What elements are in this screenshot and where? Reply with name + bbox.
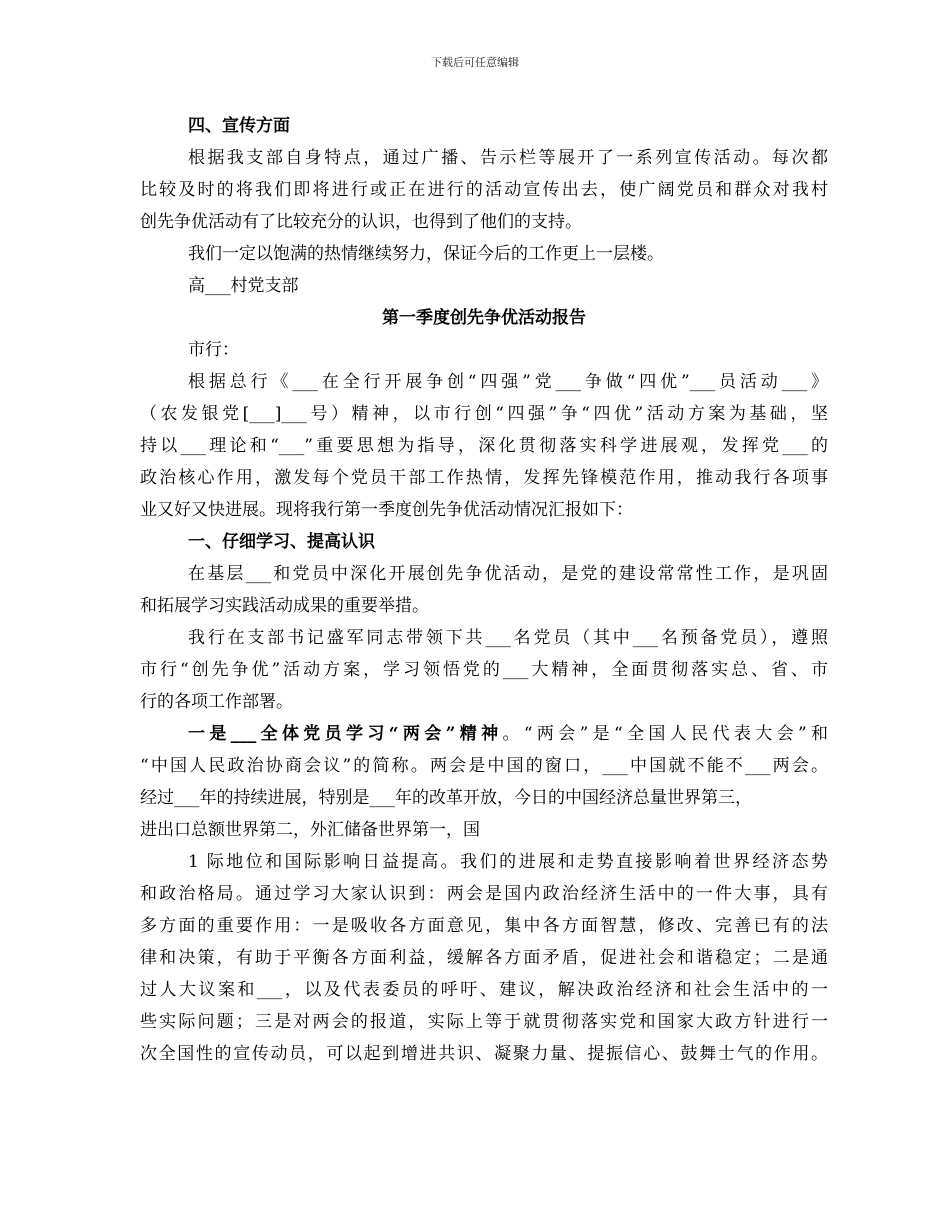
text-line: 我们一定以饱满的热情继续努力，保证今后的工作更上一层楼。 <box>188 244 664 264</box>
text-line: 一、仔细学习、提高认识 <box>188 532 375 552</box>
bold-lead: 一是___全体党员学习“两会”精神 <box>188 724 503 744</box>
text-line: 市行： <box>188 340 239 360</box>
text-line: 进出口总额世界第二，外汇储备世界第一，国 <box>140 820 480 840</box>
text-line: 多方面的重要作用：一是吸收各方面意见，集中各方面智慧，修改、完善已有的法 <box>140 916 828 936</box>
text-line: 创先争优活动有了比较充分的认识，也得到了他们的支持。 <box>140 212 582 232</box>
text-line: 高___村党支部 <box>188 276 299 296</box>
text-line: 根据总行《___在全行开展争创“四强”党___争做“四优”___员活动___》 <box>188 372 828 392</box>
line-text: 。“两会”是“全国人民代表大会”和 <box>502 724 828 744</box>
text-line: 律和决策，有助于平衡各方面利益，缓解各方面矛盾，促进社会和谐稳定；二是通 <box>140 948 828 968</box>
text-line: 过人大议案和___，以及代表委员的呼吁、建议，解决政治经济和社会生活中的一 <box>140 980 828 1000</box>
text-line: 和政治格局。通过学习大家认识到：两会是国内政治经济生活中的一件大事，具有 <box>140 884 828 904</box>
text-line: 持以___理论和“___”重要思想为指导，深化贯彻落实科学进展观，发挥党___的 <box>140 436 828 456</box>
text-line: 次全国性的宣传动员，可以起到增进共识、凝聚力量、提振信心、鼓舞士气的作用。 <box>140 1044 828 1064</box>
text-line: 第一季度创先争优活动报告 <box>382 308 586 328</box>
text-line: 我行在支部书记盛军同志带领下共___名党员（其中___名预备党员），遵照 <box>188 628 828 648</box>
text-line: 市行“创先争优”活动方案，学习领悟党的___大精神，全面贯彻落实总、省、市 <box>140 660 828 680</box>
page-header: 下载后可任意编辑 <box>431 56 519 69</box>
text-line <box>140 718 828 750</box>
text-line: 根据我支部自身特点，通过广播、告示栏等展开了一系列宣传活动。每次都 <box>188 148 828 168</box>
text-line: 和拓展学习实践活动成果的重要举措。 <box>140 596 429 616</box>
document-body <box>140 110 828 1070</box>
text-line: 经过___年的持续进展，特别是___年的改革开放，今日的中国经济总量世界第三， <box>140 788 752 808</box>
text-line: （农发银党[___]___号）精神，以市行创“四强”争“四优”活动方案为基础，坚 <box>140 404 828 424</box>
text-line: 在基层___和党员中深化开展创先争优活动，是党的建设常常性工作，是巩固 <box>188 564 828 584</box>
text-line: 政治核心作用，激发每个党员干部工作热情，发挥先锋模范作用，推动我行各项事 <box>140 468 828 488</box>
text-line: 比较及时的将我们即将进行或正在进行的活动宣传出去，使广阔党员和群众对我村 <box>140 180 828 200</box>
text-line: 四、宣传方面 <box>188 116 290 136</box>
text-line: 些实际问题；三是对两会的报道，实际上等于就贯彻落实党和国家大政方针进行一 <box>140 1012 828 1032</box>
text-line: 业又好又快进展。现将我行第一季度创先争优活动情况汇报如下： <box>140 500 633 520</box>
text-line: 1 际地位和国际影响日益提高。我们的进展和走势直接影响着世界经济态势 <box>188 852 828 872</box>
text-line: 行的各项工作部署。 <box>140 692 293 712</box>
text-line: “中国人民政治协商会议”的简称。两会是中国的窗口，___中国就不能不___两会。 <box>140 756 828 776</box>
